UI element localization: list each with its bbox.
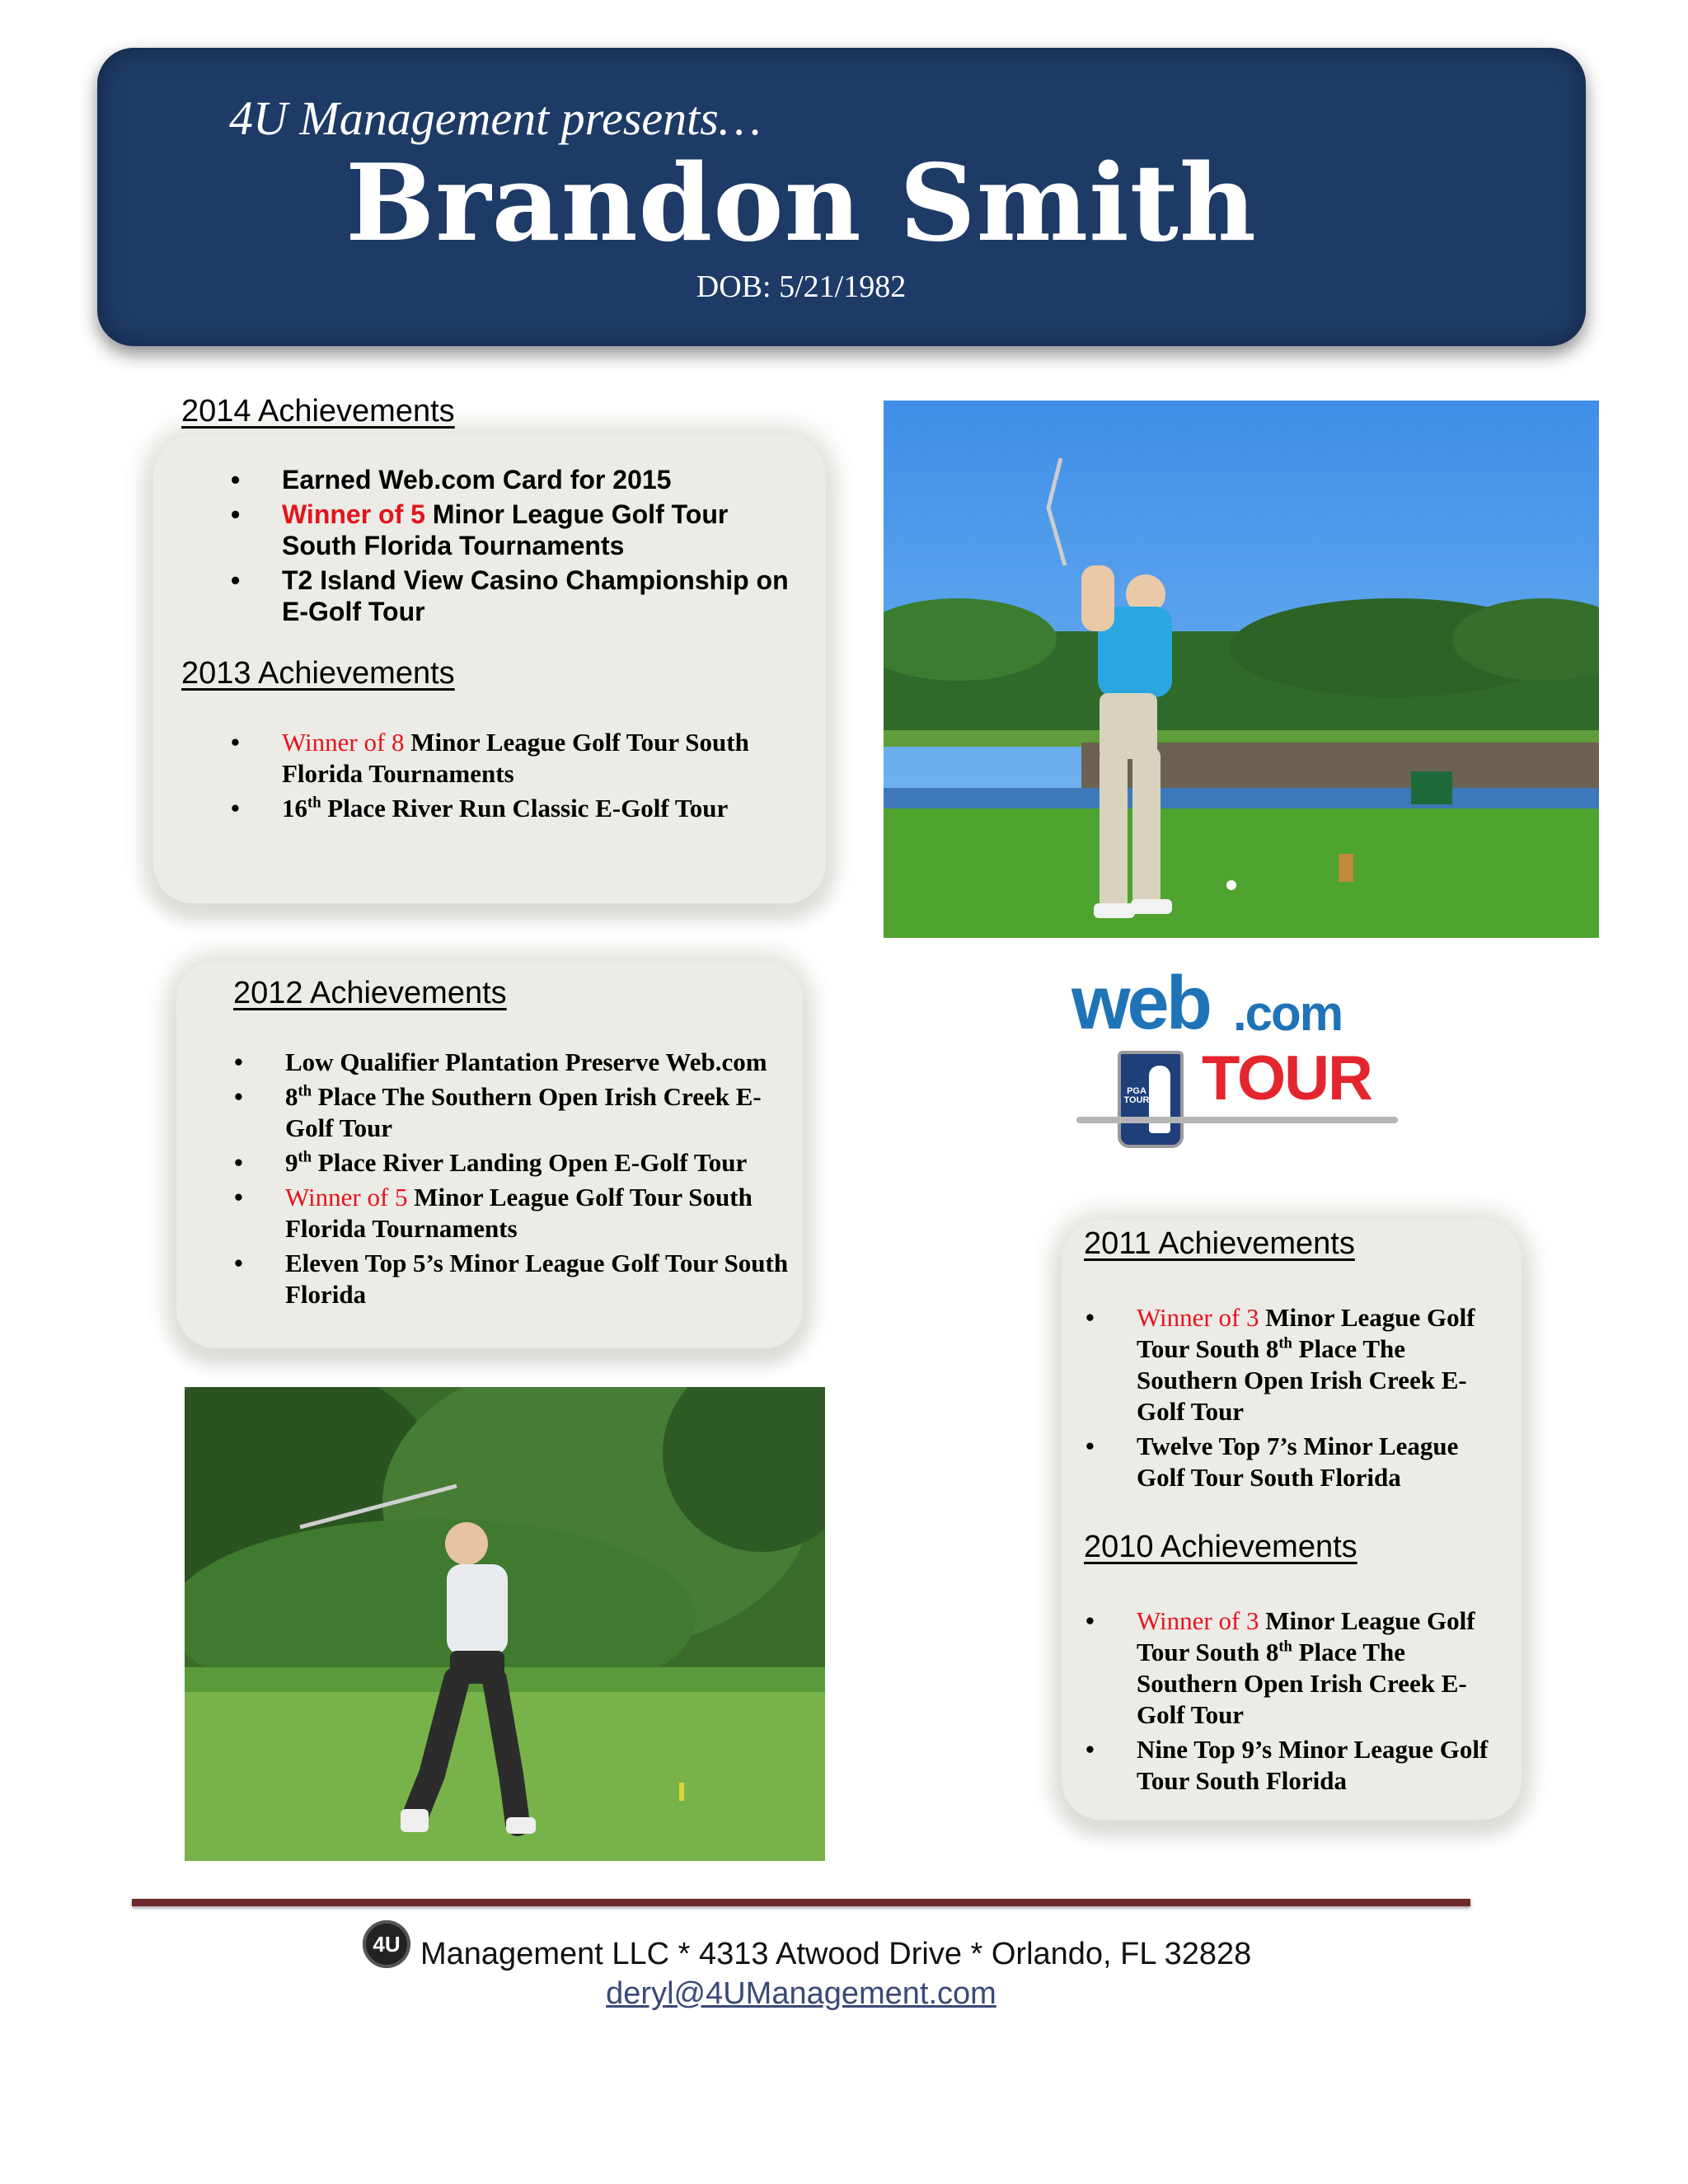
heading-2012: 2012 Achievements <box>233 976 507 1010</box>
list-item: • Winner of 3 Minor League Golf Tour South 8th Place The Southern Open Irish Creek E-Golf Tour <box>1085 1605 1506 1731</box>
4u-logo-icon: 4U <box>363 1920 410 1968</box>
golfer-photo-bottom <box>185 1387 825 1861</box>
list-2014 <box>231 464 791 630</box>
player-name: Brandon Smith <box>345 142 1257 265</box>
heading-2014: 2014 Achievements <box>181 394 455 429</box>
list-2012 <box>234 1047 795 1314</box>
logo-swoosh <box>1076 1117 1398 1123</box>
list-item: • Earned Web.com Card for 2015 <box>231 464 791 495</box>
list-item: • Winner of 3 Minor League Golf Tour South 8th Place The Southern Open Irish Creek E-Golf Tour <box>1085 1302 1506 1427</box>
list-item: • Nine Top 9’s Minor League Golf Tour South Florida <box>1085 1734 1506 1797</box>
list-item: • Winner of 5 Minor League Golf Tour South Florida Tournaments <box>231 499 791 561</box>
list-item: • 16th Place River Run Classic E-Golf Tour <box>231 793 791 824</box>
list-item: • Low Qualifier Plantation Preserve Web.com <box>234 1047 795 1078</box>
logo-web-text: web <box>1071 961 1209 1045</box>
date-of-birth: DOB: 5/21/1982 <box>696 269 907 304</box>
heading-2013: 2013 Achievements <box>181 656 455 691</box>
list-2011 <box>1085 1302 1506 1497</box>
heading-2011: 2011 Achievements <box>1084 1226 1355 1261</box>
list-item: • Twelve Top 7’s Minor League Golf Tour South Florida <box>1085 1431 1506 1493</box>
presents-line: 4U Management presents… <box>229 91 762 145</box>
list-2010 <box>1085 1605 1506 1800</box>
pga-tour-shield <box>1118 1051 1184 1148</box>
footer-rule <box>132 1899 1470 1906</box>
list-item: • Eleven Top 5’s Minor League Golf Tour South Florida <box>234 1248 795 1310</box>
heading-2010: 2010 Achievements <box>1084 1530 1357 1564</box>
list-item: • Winner of 5 Minor League Golf Tour South Florida Tournaments <box>234 1182 795 1244</box>
list-item: • 8th Place The Southern Open Irish Creek E-Golf Tour <box>234 1081 795 1144</box>
list-2013 <box>231 727 791 827</box>
logo-tour-text: TOUR <box>1202 1043 1372 1113</box>
list-item: • T2 Island View Casino Championship on E-Golf Tour <box>231 565 791 627</box>
logo-com-text: .com <box>1233 986 1343 1041</box>
footer-address: Management LLC * 4313 Atwood Drive * Orlando, FL 32828 <box>420 1937 1252 1971</box>
golfer-photo-top <box>884 401 1599 938</box>
footer-email-link[interactable]: deryl@4UManagement.com <box>606 1976 996 2011</box>
pga-tour-text: PGA TOUR <box>1123 1086 1150 1105</box>
webcom-tour-logo <box>1071 960 1409 1150</box>
list-item: • 9th Place River Landing Open E-Golf Tour <box>234 1147 795 1179</box>
list-item: • Winner of 8 Minor League Golf Tour South Florida Tournaments <box>231 727 791 790</box>
